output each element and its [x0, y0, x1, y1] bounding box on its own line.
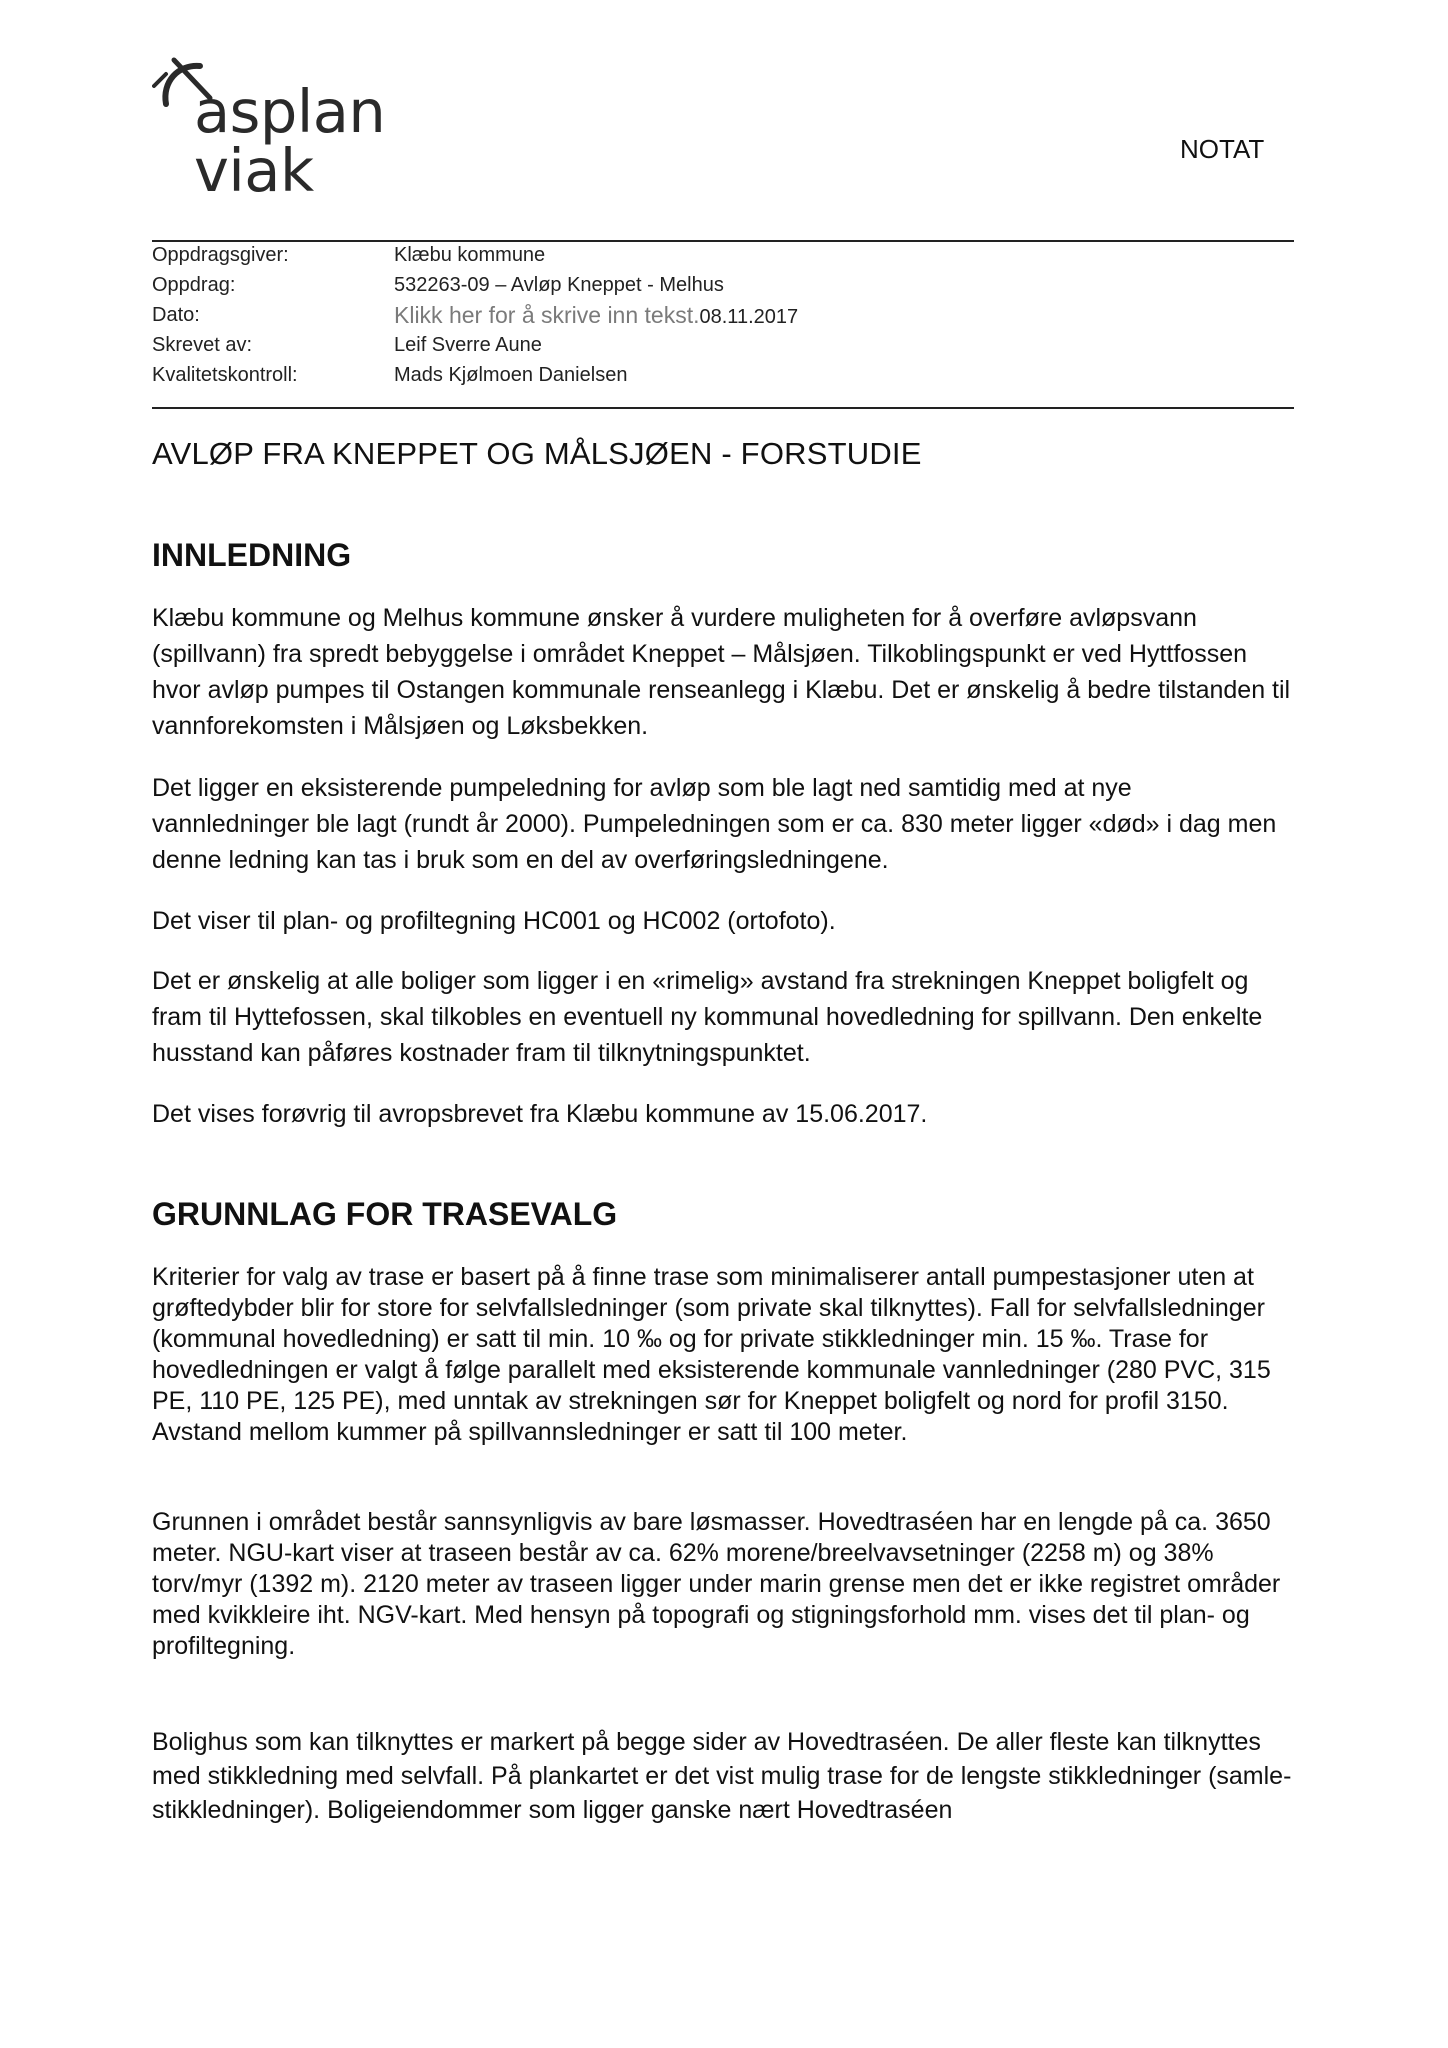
- meta-row-author: [152, 330, 1052, 360]
- meta-row-assignment: [152, 270, 1052, 300]
- section-heading-introduction: INNLEDNING: [152, 537, 352, 573]
- meta-label: Oppdrag:: [152, 273, 236, 296]
- meta-label: Kvalitetskontroll:: [152, 363, 298, 386]
- paragraph: Kriterier for valg av trase er basert på å finne trase som minimaliserer antall pumpestasjoner uten at grøftedybder blir for store for selvfallsledninger (som private skal tilknyttes). Fall for selvfallsledninger (kommunal hovedledning) er satt til min. 10 ‰ og for private stikkledninger min. 15 ‰. Trase for hovedledningen er valgt å følge parallelt med eksisterende kommunale vannledninger (280 PVC, 315 PE, 110 PE, 125 PE), med unntak av strekningen sør for Kneppet boligfelt og nord for profil 3150. Avstand mellom kummer på spillvannsledninger er satt til 100 meter.: [152, 1263, 1271, 1446]
- meta-value: Leif Sverre Aune: [394, 333, 542, 356]
- brand-name: asplan viak: [194, 77, 386, 205]
- meta-row-date: [152, 300, 1052, 330]
- meta-label: Oppdragsgiver:: [152, 243, 289, 266]
- meta-value: Klæbu kommune: [394, 243, 546, 266]
- paragraph: Bolighus som kan tilknyttes er markert på begge sider av Hovedtraséen. De aller fleste kan tilknyttes med stikkledning med selvfall. På plankartet er det vist mulig trase for de lengste stikkledninger (samle-stikkledninger). Boligeiendommer som ligger ganske nært Hovedtraséen: [152, 1728, 1292, 1824]
- date-placeholder-field[interactable]: Klikk her for å skrive inn tekst.: [394, 301, 700, 328]
- document-type: NOTAT: [1180, 134, 1265, 164]
- meta-value: [394, 302, 798, 329]
- company-logo: [152, 52, 512, 205]
- metadata-table: [152, 240, 1052, 390]
- paragraph: Klæbu kommune og Melhus kommune ønsker å vurdere muligheten for å overføre avløpsvann (spillvann) fra spredt bebyggelse i området Kneppet – Målsjøen. Tilkoblingspunkt er ved Hyttfossen hvor avløp pumpes til Ostangen kommunale renseanlegg i Klæbu. Det er ønskelig å bedre tilstanden til vannforekomsten i Målsjøen og Løksbekken.: [152, 604, 1291, 740]
- meta-row-quality-control: [152, 360, 1052, 390]
- paragraph: Det vises forøvrig til avropsbrevet fra Klæbu kommune av 15.06.2017.: [152, 1100, 928, 1128]
- meta-value: 532263-09 – Avløp Kneppet - Melhus: [394, 273, 724, 296]
- meta-label: Dato:: [152, 303, 200, 326]
- meta-row-client: [152, 240, 1052, 270]
- section-heading-route-basis: GRUNNLAG FOR TRASEVALG: [152, 1196, 618, 1232]
- document-title: AVLØP FRA KNEPPET OG MÅLSJØEN - FORSTUDIE: [152, 436, 922, 471]
- metadata-divider: [152, 407, 1294, 409]
- meta-value: Mads Kjølmoen Danielsen: [394, 363, 628, 386]
- paragraph: Grunnen i området består sannsynligvis av bare løsmasser. Hovedtraséen har en lengde på ca. 3650 meter. NGU-kart viser at traseen består av ca. 62% morene/breelvavsetninger (2258 m) og 38% torv/myr (1392 m). 2120 meter av traseen ligger under marin grense men det er ikke registret områder med kvikkleire iht. NGV-kart. Med hensyn på topografi og stigningsforhold mm. vises det til plan- og profiltegning.: [152, 1508, 1281, 1660]
- paragraph: Det er ønskelig at alle boliger som ligger i en «rimelig» avstand fra strekningen Kneppet boligfelt og fram til Hyttefossen, skal tilkobles en eventuell ny kommunal hovedledning for spillvann. Den enkelte husstand kan påføres kostnader fram til tilknytningspunktet.: [152, 967, 1263, 1067]
- paragraph: Det ligger en eksisterende pumpeledning for avløp som ble lagt ned samtidig med at nye vannledninger ble lagt (rundt år 2000). Pumpeledningen som er ca. 830 meter ligger «død» i dag men denne ledning kan tas i bruk som en del av overføringsledningene.: [152, 774, 1277, 874]
- paragraph: Det viser til plan- og profiltegning HC001 og HC002 (ortofoto).: [152, 907, 836, 935]
- meta-label: Skrevet av:: [152, 333, 253, 356]
- date-value: 08.11.2017: [699, 305, 799, 328]
